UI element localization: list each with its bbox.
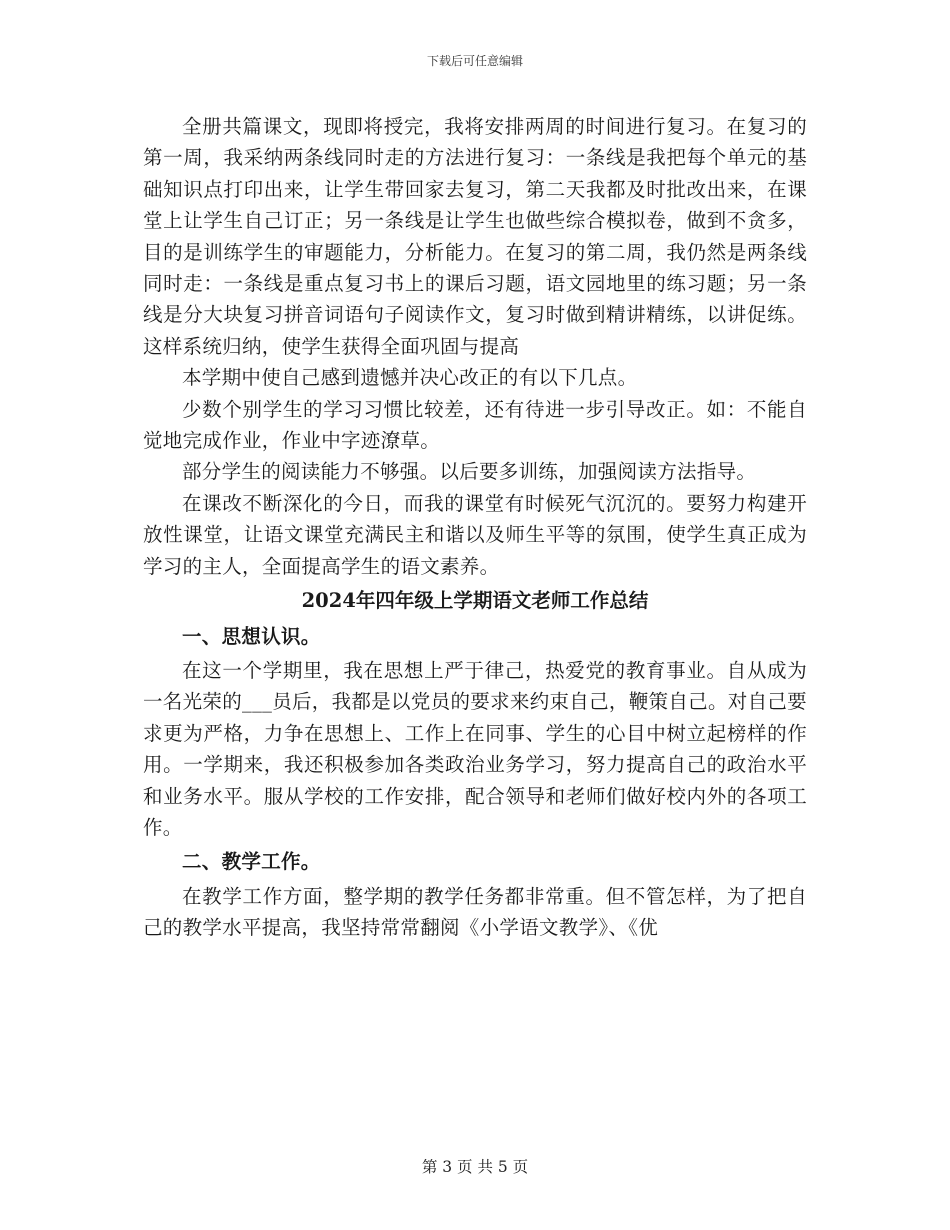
- section-heading-thought: 一、思想认识。: [182, 624, 321, 648]
- paragraph-study-habits: 少数个别学生的学习习惯比较差，还有待进一步引导改正。如：不能自觉地完成作业，作业中字迹潦草。: [143, 397, 807, 453]
- document-body: [143, 111, 807, 944]
- paragraph-regrets-intro: 本学期中使自己感到遗憾并决心改正的有以下几点。: [182, 366, 638, 390]
- page-number: 第 3 页 共 5 页: [421, 1158, 529, 1176]
- paragraph-thought: 在这一个学期里，我在思想上严于律己，热爱党的教育事业。自从成为一名光荣的___员后，我都是以党员的要求来约束自己，鞭策自己。对自己要求更为严格，力争在思想上、工作上在同事、学生的心目中树立起榜样的作用。一学期来，我还积极参加各类政治业务学习，努力提高自己的政治水平和业务水平。服从学校的工作安排，配合领导和老师们做好校内外的各项工作。: [143, 658, 807, 839]
- paragraph-teaching: 在教学工作方面，整学期的教学任务都非常重。但不管怎样，为了把自己的教学水平提高，我坚持常常翻阅《小学语文教学》、《优: [143, 884, 807, 940]
- paragraph-review-plan: 全册共篇课文，现即将授完，我将安排两周的时间进行复习。在复习的第一周，我采纳两条线同时走的方法进行复习：一条线是我把每个单元的基础知识点打印出来，让学生带回家去复习，第二天我都及时批改出来，在课堂上让学生自己订正；另一条线是让学生也做些综合模拟卷，做到不贪多，目的是训练学生的审题能力，分析能力。在复习的第二周，我仍然是两条线同时走：一条线是重点复习书上的课后习题，语文园地里的练习题；另一条线是分大块复习拼音词语句子阅读作文，复习时做到精讲精练，以讲促练。这样系统归纳，使学生获得全面巩固与提高: [143, 115, 807, 358]
- paragraph-open-classroom: 在课改不断深化的今日，而我的课堂有时候死气沉沉的。要努力构建开放性课堂，让语文课堂充满民主和谐以及师生平等的氛围，使学生真正成为学习的主人，全面提高学生的语文素养。: [143, 491, 807, 578]
- section-heading-teaching: 二、教学工作。: [182, 850, 321, 874]
- page-header-note: 下载后可任意编辑: [426, 54, 523, 68]
- paragraph-reading-ability: 部分学生的阅读能力不够强。以后要多训练，加强阅读方法指导。: [182, 460, 757, 484]
- document-title: 2024年四年级上学期语文老师工作总结: [301, 589, 649, 613]
